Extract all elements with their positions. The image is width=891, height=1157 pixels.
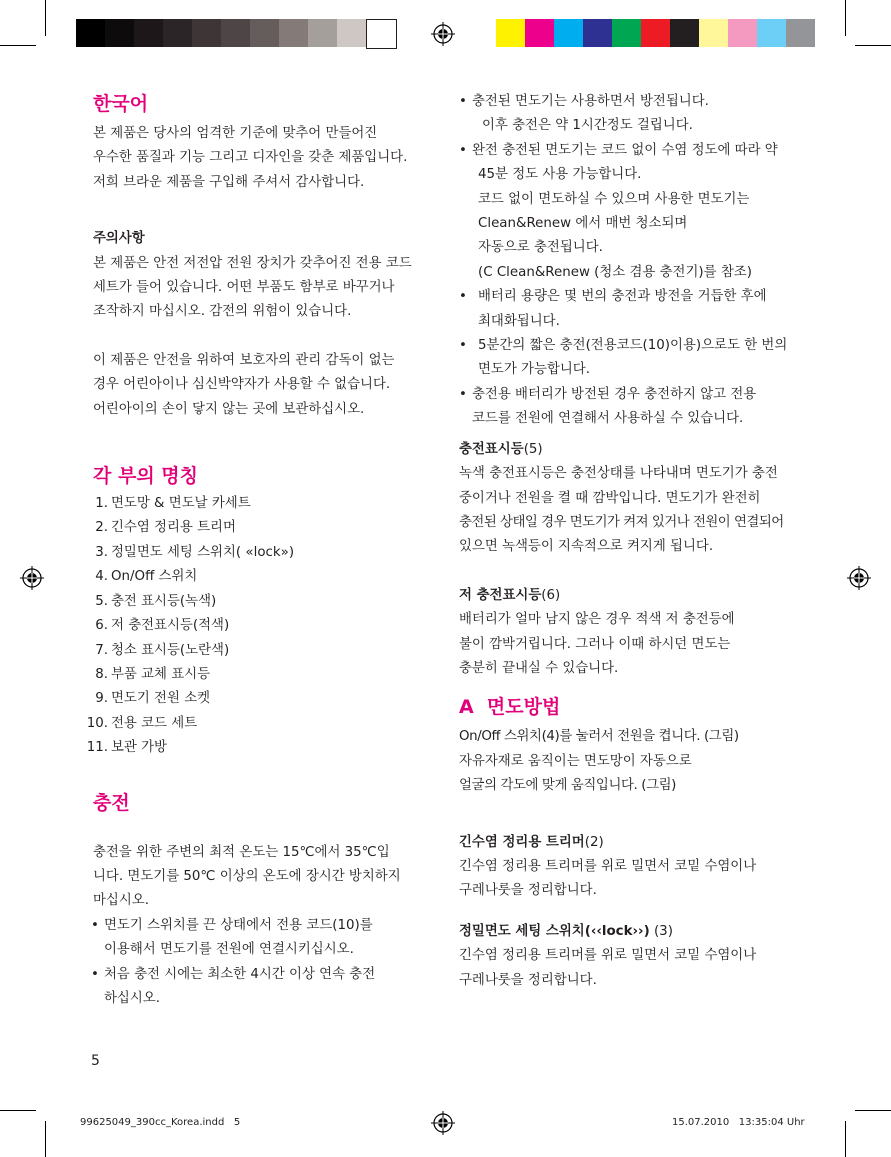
- text-line: On/Off 스위치(4)를 눌러서 전원을 켭니다. (그림): [459, 729, 739, 745]
- crop-mark: [45, 0, 46, 36]
- precision-heading: 정밀면도 세팅 스위치(‹‹lock››): [459, 923, 650, 939]
- gray-swatch: [221, 19, 250, 47]
- gray-swatch: [250, 19, 279, 47]
- charge-indicator-section: [459, 438, 809, 560]
- bullet-item: [459, 334, 809, 383]
- list-item: [84, 492, 438, 516]
- text-line: Clean&Renew 에서 매번 청소되며: [478, 216, 688, 232]
- item-label: 긴수염 정리용 트리머: [111, 520, 236, 536]
- item-label: 면도망 & 면도날 카세트: [111, 496, 251, 512]
- text-line: 우수한 품질과 기능 그리고 디자인을 갖춘 제품입니다.: [93, 150, 408, 166]
- text-line: 이 제품은 안전을 위하여 보호자의 관리 감독이 없는: [93, 352, 395, 368]
- bullet-item: [459, 383, 809, 432]
- low-charge-heading: 저 충전표시등: [459, 587, 542, 603]
- text-line: (C Clean&Renew (청소 겸용 충전기)를 참조): [478, 264, 752, 280]
- item-number: 10.: [86, 715, 108, 731]
- text-line: 중이거나 전원을 켤 때 깜박입니다. 면도기가 완전히: [459, 490, 761, 506]
- text-line: 충전을 위한 주변의 최적 온도는 15℃에서 35℃입: [93, 844, 390, 860]
- item-number: 6.: [95, 618, 108, 634]
- item-number: 11.: [86, 740, 108, 756]
- bullet-item: [459, 139, 809, 285]
- text-line: 최대화됩니다.: [478, 313, 560, 329]
- text-line: 구레나룻을 정리합니다.: [459, 972, 597, 988]
- bullet-item: [459, 90, 809, 139]
- item-label: 면도기 전원 소켓: [111, 691, 211, 707]
- text-line: 얼굴의 각도에 맞게 움직입니다. (그림): [459, 778, 676, 794]
- color-swatch: [496, 19, 525, 47]
- color-swatch: [525, 19, 554, 47]
- text-line: 코드를 전원에 연결해서 사용하실 수 있습니다.: [472, 411, 744, 427]
- color-swatch: [554, 19, 583, 47]
- list-item: [84, 614, 438, 638]
- item-number: 9.: [95, 691, 108, 707]
- caution-text: [93, 252, 438, 325]
- text-line: 이용해서 면도기를 전원에 연결시키십시오.: [104, 942, 354, 958]
- color-swatch: [757, 19, 786, 47]
- charging-text: [93, 841, 438, 914]
- text-line: 면도가 가능합니다.: [478, 362, 590, 378]
- crop-mark: [45, 1121, 46, 1157]
- list-item: [84, 565, 438, 589]
- text-line: 저희 브라운 제품을 구입해 주셔서 감사합니다.: [93, 174, 365, 190]
- item-label: On/Off 스위치: [111, 569, 198, 585]
- registration-mark-icon: [431, 22, 455, 46]
- text-line: 있으면 녹색등이 지속적으로 켜지게 됩니다.: [459, 539, 714, 555]
- trimmer-section: [459, 831, 809, 904]
- gray-swatch: [366, 19, 397, 49]
- parts-heading: 각 부의 명칭: [93, 465, 198, 488]
- shaving-section: [459, 693, 809, 798]
- item-label: 전용 코드 세트: [111, 715, 198, 731]
- text-line: 충전된 상태일 경우 면도기가 켜져 있거나 전원이 연결되어: [459, 514, 784, 530]
- charging-heading: 충전: [93, 791, 130, 814]
- language-title: 한국어: [93, 93, 149, 115]
- item-number: 1.: [95, 496, 108, 512]
- registration-mark-icon: [431, 1111, 455, 1135]
- text-line: 긴수염 정리용 트리머를 위로 밀면서 코밑 수염이나: [459, 858, 757, 874]
- gray-swatch: [134, 19, 163, 47]
- caution-heading: 주의사항: [93, 231, 145, 247]
- bullet-item: [91, 963, 438, 1012]
- item-label: 보관 가방: [111, 740, 167, 756]
- color-swatch: [786, 19, 815, 47]
- text-line: 충분히 끝내실 수 있습니다.: [459, 660, 619, 676]
- text-line: 본 제품은 당사의 엄격한 기준에 맞추어 만들어진: [93, 126, 378, 141]
- list-item: [84, 712, 438, 736]
- text-line: 마십시오.: [93, 893, 149, 909]
- list-item: [84, 687, 438, 711]
- gray-swatch: [308, 19, 337, 47]
- text-line: 어린아이의 손이 닿지 않는 곳에 보관하십시오.: [93, 401, 365, 417]
- text-line: • 완전 충전된 면도기는 코드 없이 수염 정도에 따라 약: [472, 142, 778, 158]
- text-line: • 충전용 배터리가 방전된 경우 충전하지 않고 전용: [472, 386, 757, 402]
- text-line: 세트가 들어 있습니다. 어떤 부품도 함부로 바꾸거나: [93, 280, 395, 296]
- item-number: 7.: [95, 642, 108, 658]
- text-line: 녹색 충전표시등은 충전상태를 나타내며 면도기가 충전: [459, 466, 778, 482]
- color-swatch: [583, 19, 612, 47]
- text-line: 본 제품은 안전 저전압 전원 장치가 갖추어진 전용 코드: [93, 255, 412, 271]
- item-label: 충전 표시등(녹색): [111, 593, 217, 609]
- list-item: [84, 736, 438, 760]
- crop-mark: [845, 1121, 846, 1157]
- crop-mark: [855, 1110, 891, 1111]
- text-line: 자동으로 충전됩니다.: [478, 240, 603, 256]
- intro-section: [93, 90, 438, 195]
- ref-number: (6): [541, 587, 561, 603]
- crop-mark: [0, 1110, 36, 1111]
- intro-text: [93, 122, 438, 195]
- item-number: 8.: [95, 666, 108, 682]
- parts-section: [86, 462, 438, 760]
- list-item: [84, 663, 438, 687]
- text-line: • 면도기 스위치를 끈 상태에서 전용 코드(10)를: [104, 917, 373, 933]
- text-line: 이후 충전은 약 1시간정도 걸립니다.: [482, 118, 693, 134]
- ref-number: (5): [523, 441, 543, 457]
- item-number: 2.: [95, 520, 108, 536]
- text-line: 45분 정도 사용 가능합니다.: [478, 167, 642, 183]
- text-line: • 배터리 용량은 몇 번의 충전과 방전을 거듭한 후에: [478, 289, 767, 305]
- ref-number: (2): [584, 834, 604, 850]
- text-line: 배터리가 얼마 남지 않은 경우 적색 저 충전등에: [459, 612, 735, 628]
- text-line: 긴수염 정리용 트리머를 위로 밀면서 코밑 수염이나: [459, 948, 757, 964]
- item-label: 부품 교체 표시등: [111, 666, 211, 682]
- registration-mark-icon: [20, 566, 44, 590]
- text-line: 구레나룻을 정리합니다.: [459, 883, 597, 899]
- list-item: [84, 590, 438, 614]
- item-number: 4.: [95, 569, 108, 585]
- page-number: 5: [91, 1053, 100, 1069]
- item-label: 청소 표시등(노란색): [111, 642, 230, 658]
- text-line: 경우 어린아이나 심신박약자가 사용할 수 없습니다.: [93, 377, 391, 393]
- item-number: 5.: [95, 593, 108, 609]
- crop-mark: [855, 45, 891, 46]
- bullet-item: [459, 285, 809, 334]
- item-number: 3.: [95, 544, 108, 560]
- gray-swatch: [279, 19, 308, 47]
- color-swatch: [670, 19, 699, 47]
- color-swatch: [699, 19, 728, 47]
- item-label: 정밀면도 세팅 스위치( «lock»): [111, 544, 295, 560]
- text-line: 조작하지 마십시오. 감전의 위험이 있습니다.: [93, 304, 352, 320]
- charge-indicator-heading: 충전표시등: [459, 441, 524, 457]
- charging-notes: [459, 90, 809, 432]
- footer-timestamp: 15.07.2010 13:35:04 Uhr: [672, 1117, 805, 1128]
- text-line: 코드 없이 면도하실 수 있으며 사용한 면도기는: [478, 191, 750, 207]
- list-item: [84, 516, 438, 540]
- caution-text-2: [93, 349, 438, 422]
- gray-swatch: [163, 19, 192, 47]
- list-item: [84, 541, 438, 565]
- gray-swatch: [192, 19, 221, 47]
- gray-swatch: [105, 19, 134, 47]
- text-line: 불이 깜박거립니다. 그러나 이때 하시던 면도는: [459, 636, 731, 652]
- precision-section: [459, 920, 809, 993]
- text-line: • 5분간의 짧은 충전(전용코드(10)이용)으로도 한 번의: [478, 338, 788, 354]
- crop-mark: [845, 0, 846, 36]
- right-column: [459, 90, 809, 993]
- color-swatch: [728, 19, 757, 47]
- caution-section: [93, 227, 438, 422]
- shaving-heading: A 면도방법: [459, 696, 561, 719]
- text-line: • 충전된 면도기는 사용하면서 방전됩니다.: [472, 94, 709, 109]
- trimmer-heading: 긴수염 정리용 트리머: [459, 834, 585, 850]
- gray-swatch: [76, 19, 105, 47]
- charging-section: [93, 789, 438, 1012]
- text-line: 니다. 면도기를 50℃ 이상의 온도에 장시간 방치하지: [93, 868, 401, 884]
- color-swatch: [641, 19, 670, 47]
- registration-mark-icon: [847, 566, 871, 590]
- ref-number: (3): [649, 923, 673, 939]
- text-line: 하십시오.: [104, 990, 160, 1006]
- color-swatch: [612, 19, 641, 47]
- text-line: • 처음 충전 시에는 최소한 4시간 이상 연속 충전: [104, 966, 376, 982]
- item-label: 저 충전표시등(적색): [111, 618, 230, 634]
- list-item: [84, 639, 438, 663]
- left-column: [86, 90, 438, 1011]
- crop-mark: [0, 45, 36, 46]
- text-line: 자유자재로 움직이는 면도망이 자동으로: [459, 753, 692, 769]
- bullet-item: [91, 914, 438, 963]
- footer-filename: 99625049_390cc_Korea.indd 5: [80, 1117, 241, 1128]
- parts-list: [84, 492, 438, 760]
- gray-swatch: [337, 19, 366, 47]
- low-charge-section: [459, 584, 809, 682]
